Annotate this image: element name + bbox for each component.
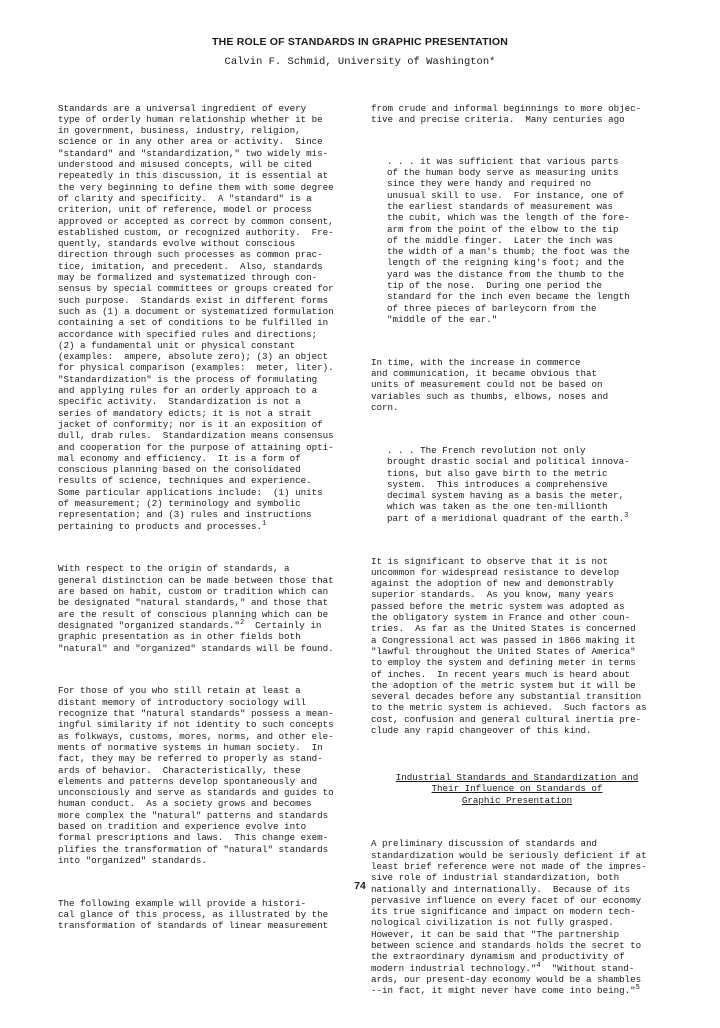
paragraph-text: "Without stand- ards, our present-day economy would be a shambles --in fact, it might never have come into being.": [371, 962, 642, 997]
footnote-marker: 5: [635, 984, 640, 993]
author-line: Calvin F. Schmid, University of Washington*: [224, 56, 496, 68]
paragraph-continuation: from crude and informal beginnings to more objec- tive and precise criteria. Many centuries ago: [371, 102, 642, 125]
left-column: [58, 80, 340, 963]
paragraph-text: Standards are a universal ingredient of every type of orderly human relationship whether it be in government, business, industry, religion, science or in any other area or activity. Since "standard" and "standardization," two widely mis- understood and misused concepts, will be cited repeatedly in this discussion, it is essential at the very beginning to define them with some degree of clarity and specificity. A "standard" is a criterion, unit of reference, model or process approved or accepted as correct by common consent, established custom, or recognized authority. Fre- quently, standards evolve without conscious direction through such processes as common prac- tice, imitation, and precedent. Also, standards may be formalized and systematized through con- sensus by special committees or groups created for such purpose. Standards exist in different forms such as (1) a document or systematized formulation containing a set of conditions to be fulfilled in accordance with specified rules and directions; (2) a fundamental unit or physical constant (examples: ampere, absolute zero); (3) an object for physical comparison (examples: meter, liter). "Standardization" is the process of formulating and applying rules for an orderly approach to a specific activity. Standardization is not a series of mandatory edicts; it is not a strait jacket of conformity; nor is it an exposition of dull, drab rules. Standardization means consensus and cooperation for the purpose of attaining opti- mal economy and efficiency. It is a form of conscious planning based on the consolidated results of science, techniques and experience. Some particular applications include: (1) units of measurement; (2) terminology and symbolic representation; and (3) rules and instructions pertaining to products and processes.: [58, 102, 334, 532]
quote-text: . . . The French revolution not only brought drastic social and political innova- tions, but also gave birth to the metric system. This introduces a comprehensive decimal system having as a basis the meter, which was taken as the one ten-millionth part of a meridional quadrant of the earth.: [387, 444, 630, 524]
paragraph-commerce: In time, with the increase in commerce and communication, it became obvious that units of measurement could not be based on variables such as thumbs, elbows, noses and corn.: [371, 356, 609, 414]
paragraph-example: The following example will provide a histori- cal glance of this process, as illustrated by the transformation of standards of linear measurement: [58, 897, 329, 932]
footnote-marker: 3: [624, 511, 629, 520]
footnote-marker: 2: [239, 618, 245, 627]
footnote-marker: 4: [536, 961, 541, 970]
paragraph-origin: [58, 563, 340, 653]
paragraph-text: Certainly in graphic presentation as in other fields both "natural" and "organized" standards will be found.: [58, 619, 334, 654]
paragraph-text: With respect to the origin of standards, a general distinction can be made between those that are based on habit, custom or tradition which can be designated "natural standards," and those that are the result of conscious planning which can be designated "organized standards.": [58, 563, 334, 631]
paragraph-text: A preliminary discussion of standards and standardization would be seriously deficient if at least brief reference were not made of the impres- sive role of industrial standardization, both nationally and internationally. Because of its pervasive influence on every facet of our economy its true significance and impact on modern tech- nological civilization is not fully grasped. However, it can be said that "The partnership between science and standards holds the secret to the extraordinary dynamism and productivity of modern industrial technology.": [371, 838, 647, 974]
block-quote-metric: [387, 445, 657, 524]
page-number: 74: [354, 880, 366, 892]
paragraph-sociology: For those of you who still retain at least a distant memory of introductory sociology will recognize that "natural standards" possess a mean- ingful similarity if not identity to such concepts as folkways, customs, mores, norms, and other ele- ments of normative systems in human society. In fact, they may be referred to properly as stand- ards of behavior. Characteristically, these elements and patterns develop spontaneously and unconsciously and serve as standards and guides to human conduct. As a society grows and becomes more complex the "natural" patterns and standards based on tradition and experience evolve into formal prescriptions and laws. This change exem- plifies the transformation of "natural" standards into "organized" standards.: [58, 685, 334, 866]
section-heading: Industrial Standards and Standardization and Their Influence on Standards of Graphic Presentation: [395, 771, 639, 806]
paragraph-definitions: [58, 103, 340, 532]
paper-title: THE ROLE OF STANDARDS IN GRAPHIC PRESENTATION: [211, 36, 508, 48]
block-quote-body-measures: . . . it was sufficient that various parts of the human body serve as measuring units since they were handy and required no unusual skill to use. For instance, one of the earliest standards of measurement was the cubit, which was the length of the fore- arm from the point of the elbow to the tip of the middle finger. Later the inch was the width of a man's thumb; the foot was the length of the reigning king's foot; and the yard was the distance from the thumb to the tip of the nose. During one period the standard for the inch even became the length of three pieces of barleycorn from the "middle of the ear.": [387, 155, 630, 325]
paragraph-industrial: [371, 838, 663, 996]
paragraph-resistance: It is significant to observe that it is not uncommon for widespread resistance to develop against the adoption of new and demonstrably superior standards. As you know, many years passed before the metric system was adopted as the obligatory system in France and other coun- tries. As far as the United States is concerned a Congressional act was passed in 1866 making it "lawful throughout the United States of America" to employ the system and defining meter in terms of inches. In recent years much is heard about the adoption of the metric system but it will be several decades before any substantial transition to the metric system is achieved. Such factors as cost, confusion and general cultural inertia pre- clude any rapid changeover of this kind.: [371, 555, 647, 737]
footnote-marker: 1: [262, 519, 267, 528]
